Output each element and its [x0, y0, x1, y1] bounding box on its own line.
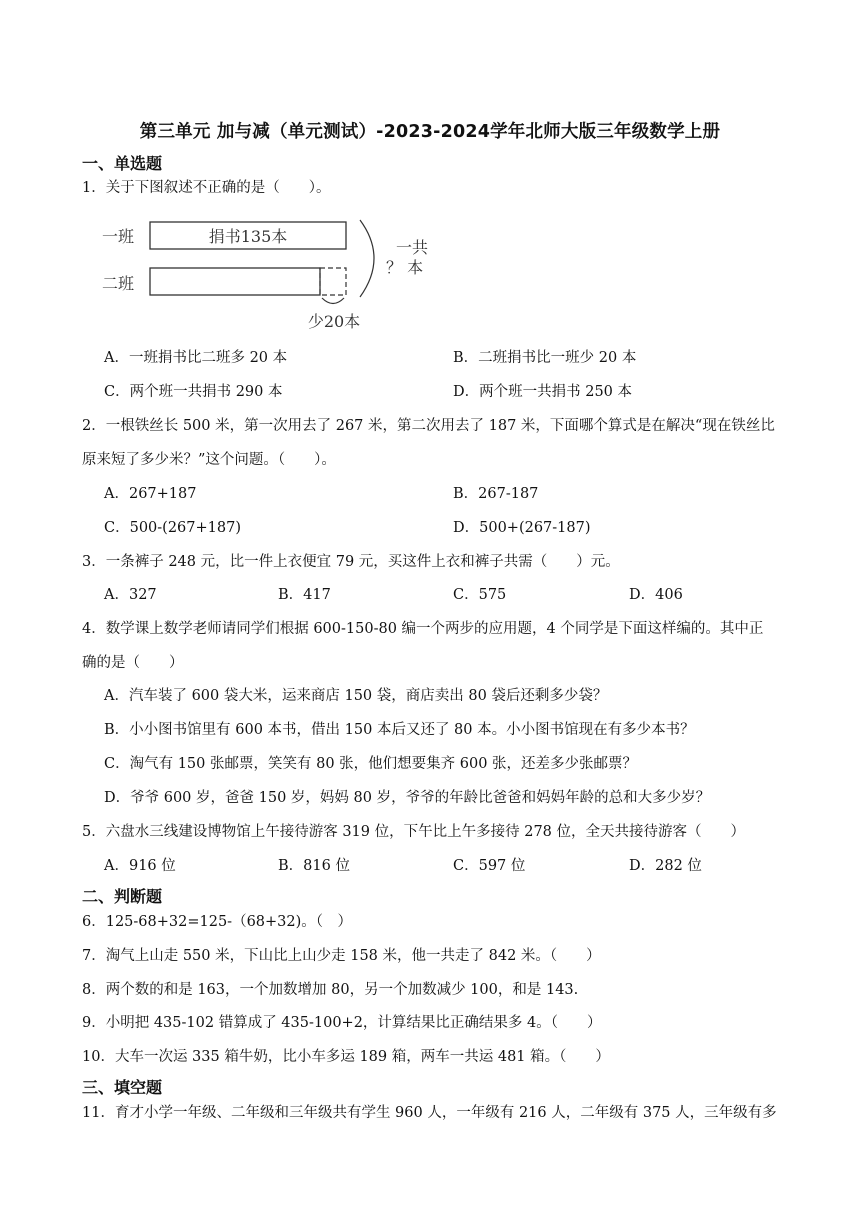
q3-option-b: B．417 [278, 587, 331, 603]
q3-option-d: D．406 [629, 587, 683, 603]
q4-option-d: D．爷爷 600 岁，爸爸 150 岁，妈妈 80 岁，爷爷的年龄比爸爸和妈妈年龄的总和大多少岁？ [104, 790, 711, 806]
q2-option-c: C．500-(267+187) [104, 520, 241, 536]
question-2-line2: 原来短了多少米？”这个问题。（ ）。 [82, 452, 336, 468]
q1-option-c: C．两个班一共捐书 290 本 [104, 384, 283, 400]
page-title: 第三单元 加与减（单元测试）-2023-2024学年北师大版三年级数学上册 [139, 122, 721, 142]
question-4-line2: 确的是（ ） [82, 655, 184, 671]
question-9: 9．小明把 435-102 错算成了 435-100+2，计算结果比正确结果多 4。（ ） [82, 1015, 602, 1031]
q1-option-a: A．一班捐书比二班多 20 本 [104, 350, 288, 366]
question-10: 10．大车一次运 335 箱牛奶，比小车多运 189 箱，两车一共运 481 箱。（ ） [82, 1049, 610, 1065]
section-heading-single-choice: 一、单选题 [82, 154, 163, 173]
less-label: 少20本 [307, 312, 361, 331]
question-8: 8．两个数的和是 163，一个加数增加 80，另一个加数减少 100，和是 143. [82, 982, 579, 998]
bar-model-figure [96, 205, 436, 335]
q2-option-b: B．267-187 [453, 486, 539, 502]
q3-option-a: A．327 [104, 587, 157, 603]
q2-option-a: A．267+187 [104, 486, 197, 502]
class1-label: 一班 [102, 227, 135, 246]
q1-option-d: D．两个班一共捐书 250 本 [453, 384, 633, 400]
section-heading-fill-in: 三、填空题 [82, 1078, 163, 1097]
q4-option-c: C．淘气有 150 张邮票，笑笑有 80 张，他们想要集齐 600 张，还差多少张邮票？ [104, 756, 638, 772]
q5-option-d: D．282 位 [629, 858, 702, 874]
q2-option-d: D．500+(267-187) [453, 520, 591, 536]
q5-option-c: C．597 位 [453, 858, 526, 874]
total-label-top: 一共 [396, 238, 429, 257]
question-5: 5．六盘水三线建设博物馆上午接待游客 319 位，下午比上午多接待 278 位，全天共接待游客（ ） [82, 824, 746, 840]
question-11: 11．育才小学一年级、二年级和三年级共有学生 960 人，一年级有 216 人，二年级有 375 人，三年级有多 [82, 1105, 777, 1121]
question-6: 6．125-68+32=125-（68+32)。（ ） [82, 914, 353, 930]
question-1: 1．关于下图叙述不正确的是（ ）。 [82, 180, 331, 196]
q4-option-a: A．汽车装了 600 袋大米，运来商店 150 袋，商店卖出 80 袋后还剩多少袋？ [104, 688, 608, 704]
q4-option-b: B．小小图书馆里有 600 本书，借出 150 本后又还了 80 本。小小图书馆现在有多少本书？ [104, 722, 695, 738]
total-label-unknown: ？ 本 [386, 258, 424, 277]
class1-bar-label: 捐书135本 [208, 227, 288, 246]
question-3: 3．一条裤子 248 元，比一件上衣便宜 79 元，买这件上衣和裤子共需（ ）元。 [82, 554, 620, 570]
class2-bar [150, 268, 320, 295]
class2-label: 二班 [102, 274, 135, 293]
question-2-line1: 2．一根铁丝长 500 米，第一次用去了 267 米，第二次用去了 187 米，下面哪个算式是在解决“现在铁丝比 [82, 418, 775, 434]
total-brace [360, 220, 374, 297]
less-brace [322, 298, 344, 304]
q5-option-a: A．916 位 [104, 858, 176, 874]
q5-option-b: B．816 位 [278, 858, 350, 874]
q1-option-b: B．二班捐书比一班少 20 本 [453, 350, 637, 366]
section-heading-true-false: 二、判断题 [82, 887, 163, 906]
question-7: 7．淘气上山走 550 米，下山比上山少走 158 米，他一共走了 842 米。（ ） [82, 948, 601, 964]
class2-missing-part [320, 268, 346, 295]
question-4-line1: 4．数学课上数学老师请同学们根据 600-150-80 编一个两步的应用题，4 个同学是下面这样编的。其中正 [82, 621, 764, 637]
q3-option-c: C．575 [453, 587, 507, 603]
